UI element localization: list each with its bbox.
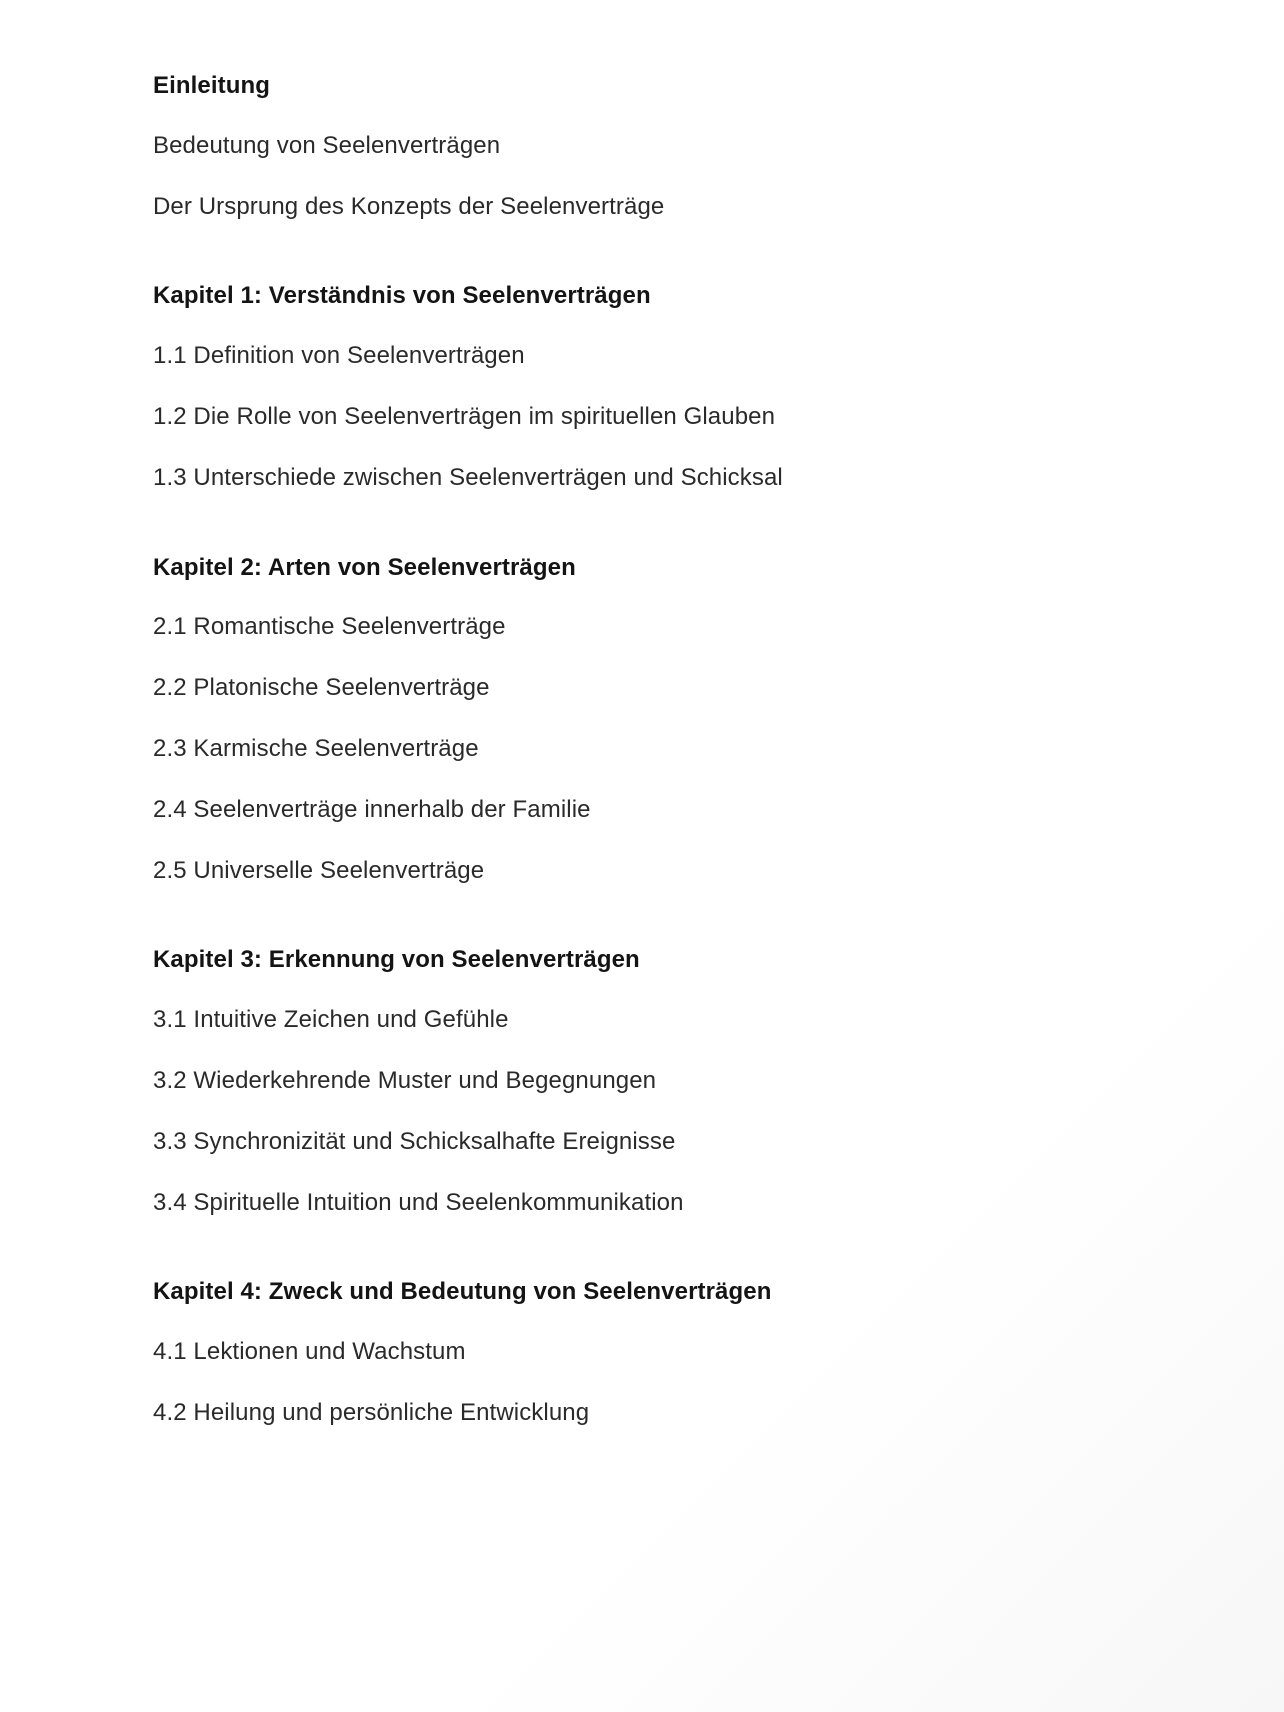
section-kapitel-1 bbox=[153, 282, 1153, 492]
toc-item: 4.1 Lektionen und Wachstum bbox=[153, 1338, 466, 1366]
toc-item: 2.5 Universelle Seelenverträge bbox=[153, 856, 485, 884]
toc-item: 1.2 Die Rolle von Seelenverträgen im spirituellen Glauben bbox=[153, 402, 776, 430]
toc-item: 1.1 Definition von Seelenverträgen bbox=[153, 342, 525, 370]
section-kapitel-3 bbox=[153, 946, 1153, 1217]
table-of-contents bbox=[153, 72, 1153, 1428]
section-kapitel-4 bbox=[153, 1278, 1153, 1427]
section-heading: Kapitel 1: Verständnis von Seelenverträgen bbox=[153, 282, 651, 310]
section-heading: Kapitel 2: Arten von Seelenverträgen bbox=[153, 553, 576, 581]
toc-item: 3.4 Spirituelle Intuition und Seelenkommunikation bbox=[153, 1188, 684, 1216]
toc-item: 2.2 Platonische Seelenverträge bbox=[153, 674, 490, 702]
section-heading: Kapitel 3: Erkennung von Seelenverträgen bbox=[153, 946, 640, 974]
section-heading: Kapitel 4: Zweck und Bedeutung von Seelenverträgen bbox=[153, 1278, 772, 1306]
toc-item: 3.2 Wiederkehrende Muster und Begegnungen bbox=[153, 1066, 657, 1094]
toc-item: 1.3 Unterschiede zwischen Seelenverträgen und Schicksal bbox=[153, 463, 783, 491]
toc-item: Der Ursprung des Konzepts der Seelenverträge bbox=[153, 192, 665, 220]
section-einleitung bbox=[153, 72, 1153, 221]
toc-item: 3.3 Synchronizität und Schicksalhafte Ereignisse bbox=[153, 1127, 676, 1155]
section-heading: Einleitung bbox=[153, 72, 270, 99]
toc-item: 2.4 Seelenverträge innerhalb der Familie bbox=[153, 795, 591, 823]
toc-item: 2.1 Romantische Seelenverträge bbox=[153, 613, 506, 641]
section-kapitel-2 bbox=[153, 554, 1153, 886]
toc-item: 4.2 Heilung und persönliche Entwicklung bbox=[153, 1398, 590, 1426]
toc-item: 3.1 Intuitive Zeichen und Gefühle bbox=[153, 1006, 509, 1034]
toc-item: 2.3 Karmische Seelenverträge bbox=[153, 734, 479, 762]
toc-item: Bedeutung von Seelenverträgen bbox=[153, 131, 501, 159]
